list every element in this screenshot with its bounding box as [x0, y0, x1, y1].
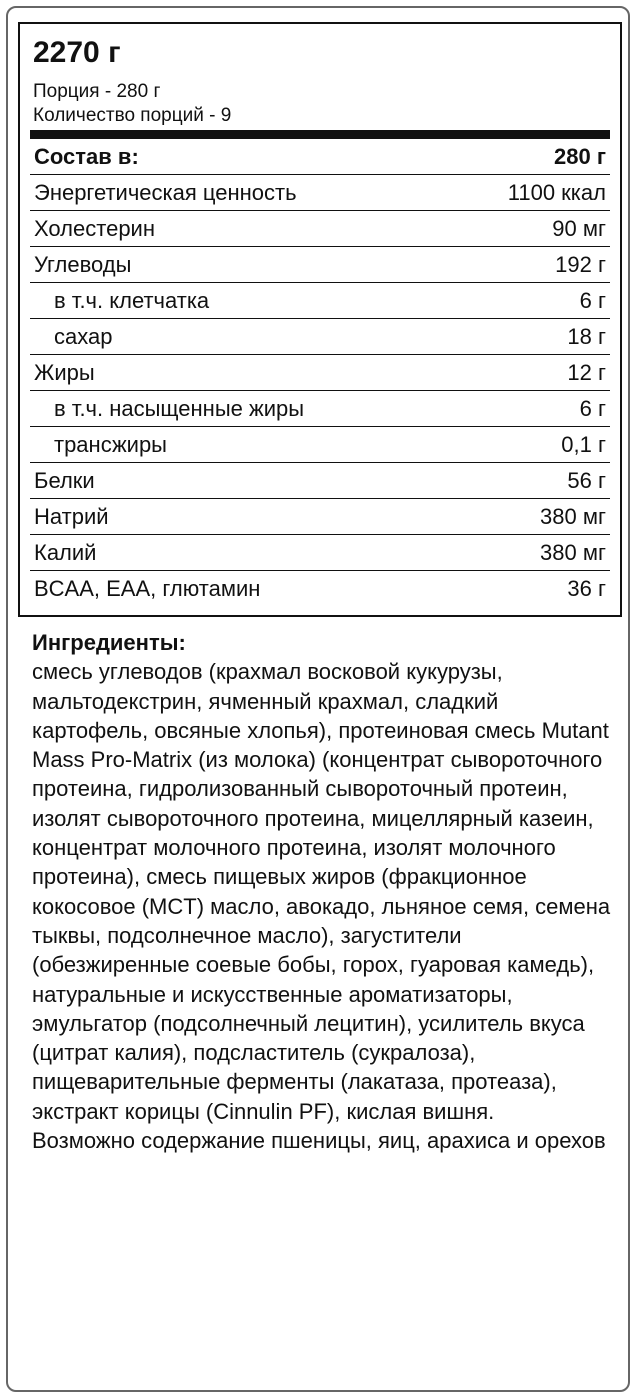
row-label-fiber: в т.ч. клетчатка	[30, 283, 450, 319]
allergen-warning: Возможно содержание пшеницы, яиц, арахиса и орехов	[32, 1128, 606, 1154]
row-label-sugar: сахар	[30, 319, 450, 355]
row-value-fat: 12 г	[450, 355, 610, 391]
row-value-energy: 1100 ккал	[450, 175, 610, 211]
row-value-cholesterol: 90 мг	[450, 211, 610, 247]
row-label-carbs: Углеводы	[30, 247, 450, 283]
row-label-amino-acids: BCAA, EAA, глютамин	[34, 575, 261, 601]
table-header-row	[30, 139, 610, 175]
table-row	[30, 427, 610, 463]
table-row	[30, 355, 610, 391]
table-header-label: Состав в:	[30, 139, 450, 175]
table-row	[30, 211, 610, 247]
row-label-saturated-fat: в т.ч. насыщенные жиры	[30, 391, 450, 427]
row-value-trans-fat: 0,1 г	[450, 427, 610, 463]
row-label-sodium: Натрий	[30, 499, 450, 535]
row-value-amino-acids: 36 г	[567, 575, 606, 601]
table-row	[30, 571, 610, 607]
row-label-trans-fat: трансжиры	[30, 427, 450, 463]
nutrient-table	[30, 139, 610, 606]
table-row	[30, 319, 610, 355]
table-row	[30, 175, 610, 211]
row-value-potassium: 380 мг	[450, 535, 610, 571]
ingredients-text: смесь углеводов (крахмал восковой кукурузы, мальтодекстрин, ячменный крахмал, сладкий картофель, овсяные хлопья), протеиновая смесь Mutant Mass Pro-Matrix (из молока) (концентрат сывороточного протеина, гидролизованный сывороточный протеин, изолят сывороточного протеина, мицеллярный казеин, концентрат молочного протеина, изолят молочного протеина), смесь пищевых жиров (фракционное кокосовое (MCT) масло, авокадо, льняное семя, семена тыквы, подсолнечное масло), загустители (обезжиренные соевые бобы, горох, гуаровая камедь), натуральные и искусственные ароматизаторы, эмульгатор (подсолнечный лецитин), усилитель вкуса (цитрат калия), подсластитель (сукралоза), пищеварительные ферменты (лакатаза, протеаза), экстракт корицы (Cinnulin PF), кислая вишня.	[32, 659, 611, 1124]
table-row	[30, 283, 610, 319]
row-value-protein: 56 г	[450, 463, 610, 499]
row-value-sodium: 380 мг	[450, 499, 610, 535]
thick-divider	[30, 130, 610, 139]
servings-count: Количество порций - 9	[33, 105, 232, 126]
row-label-protein: Белки	[30, 463, 450, 499]
serving-size: Порция - 280 г	[33, 81, 161, 102]
table-row	[30, 391, 610, 427]
row-label-energy: Энергетическая ценность	[30, 175, 450, 211]
table-row	[30, 463, 610, 499]
table-header-value: 280 г	[450, 139, 610, 175]
row-label-potassium: Калий	[30, 535, 450, 571]
row-label-cholesterol: Холестерин	[30, 211, 450, 247]
ingredients-section	[32, 628, 617, 1155]
table-row	[30, 499, 610, 535]
table-row	[30, 535, 610, 571]
row-value-carbs: 192 г	[450, 247, 610, 283]
net-weight: 2270 г	[33, 36, 121, 69]
ingredients-title: Ингредиенты:	[32, 630, 186, 655]
row-value-sugar: 18 г	[450, 319, 610, 355]
nutrition-facts-panel	[18, 22, 622, 617]
row-value-fiber: 6 г	[450, 283, 610, 319]
row-value-saturated-fat: 6 г	[450, 391, 610, 427]
row-label-fat: Жиры	[30, 355, 450, 391]
table-row	[30, 247, 610, 283]
